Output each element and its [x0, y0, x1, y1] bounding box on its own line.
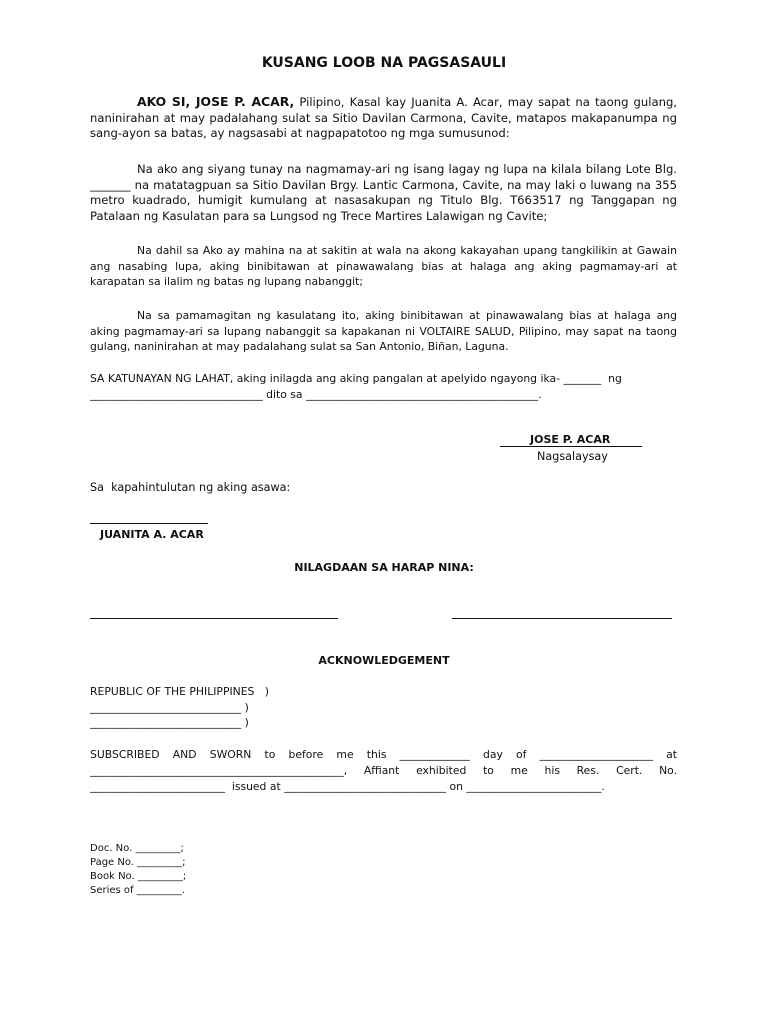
acknowledgement-heading: ACKNOWLEDGEMENT	[318, 654, 450, 667]
relinquish-text: Na dahil sa Ako ay mahina na at sakitin at wala na akong kakayahan upang tangkilikin at Gawain ang nasabing lupa, aking binibitawan at pinawawalang bias at halaga ang aking pagmamay-ari at karapatan sa ilalim ng batas ng lupang nabanggit;	[90, 244, 677, 288]
venue-line-2: ____________________________ )	[90, 716, 249, 729]
affiant-name: JOSE P. ACAR	[530, 433, 611, 446]
series-number: Series of _________.	[90, 885, 185, 896]
ownership-text: Na ako ang siyang tunay na nagmamay-ari ng isang lagay ng lupa na kilala bilang Lote Blg. _______ na matatagpuan sa Sitio Davilan Brgy. Lantic Carmona, Cavite, na may laki o luwang na 355 metro kuadrado, humigit kumulang at nasasakupan ng Titulo Blg. T663517 ng Tanggapan ng Patalaan ng Kasulatan para sa Lungsod ng Trece Martires Lalawigan ng Cavite;	[90, 162, 677, 223]
document-title: KUSANG LOOB NA PAGSASAULI	[261, 55, 507, 71]
ownership-paragraph	[90, 162, 677, 224]
book-number: Book No. _________;	[90, 871, 187, 882]
relinquish-paragraph	[90, 243, 677, 290]
katunayan-line-1: SA KATUNAYAN NG LAHAT, aking inilagda ang aking pangalan at apelyido ngayong ika- _______ ng	[90, 372, 622, 385]
sworn-line-1: SUBSCRIBED AND SWORN to before me this _____________ day of _____________________ at	[90, 748, 677, 761]
doc-number: Doc. No. _________;	[90, 843, 184, 854]
witness-signature-line-2	[452, 618, 672, 619]
affiant-intro-name: AKO SI, JOSE P. ACAR,	[137, 94, 295, 109]
sworn-line-3: _________________________ issued at ______________________________ on _________________________.	[90, 780, 605, 793]
republic-line: REPUBLIC OF THE PHILIPPINES )	[90, 685, 269, 698]
affiant-signature-line	[500, 433, 642, 509]
spouse-signature-line	[90, 523, 208, 524]
witness-heading: NILAGDAAN SA HARAP NINA:	[294, 561, 474, 574]
affiant-role: Nagsalaysay	[537, 450, 608, 463]
witness-signature-line-1	[90, 618, 338, 619]
transfer-paragraph	[90, 308, 677, 355]
venue-line-1: ____________________________ )	[90, 701, 249, 714]
intro-paragraph	[90, 94, 677, 142]
sworn-line-2: _______________________________________________, Affiant exhibited to me his Res. Cert. No.	[90, 764, 677, 777]
katunayan-line-2: ________________________________ dito sa ___________________________________________.	[90, 388, 542, 401]
transfer-text: Na sa pamamagitan ng kasulatang ito, aking binibitawan at pinawawalang bias at halaga ang aking pagmamay-ari sa lupang nabanggit sa kapakanan ni VOLTAIRE SALUD, Pilipino, may sapat na taong gulang, naninirahan at may padalahang sulat sa San Antonio, Biñan, Laguna.	[90, 309, 677, 353]
page-number: Page No. _________;	[90, 857, 186, 868]
spouse-consent-label: Sa kapahintulutan ng aking asawa:	[90, 481, 291, 494]
spouse-name: JUANITA A. ACAR	[100, 528, 204, 541]
intro-text: Pilipino, Kasal kay Juanita A. Acar, may sapat na taong gulang, naninirahan at may padalahang sulat sa Sitio Davilan Carmona, Cavite, matapos makapanumpa ng sang-ayon sa batas, ay nagsasabi at nagpapatotoo ng mga sumusunod:	[90, 95, 677, 140]
